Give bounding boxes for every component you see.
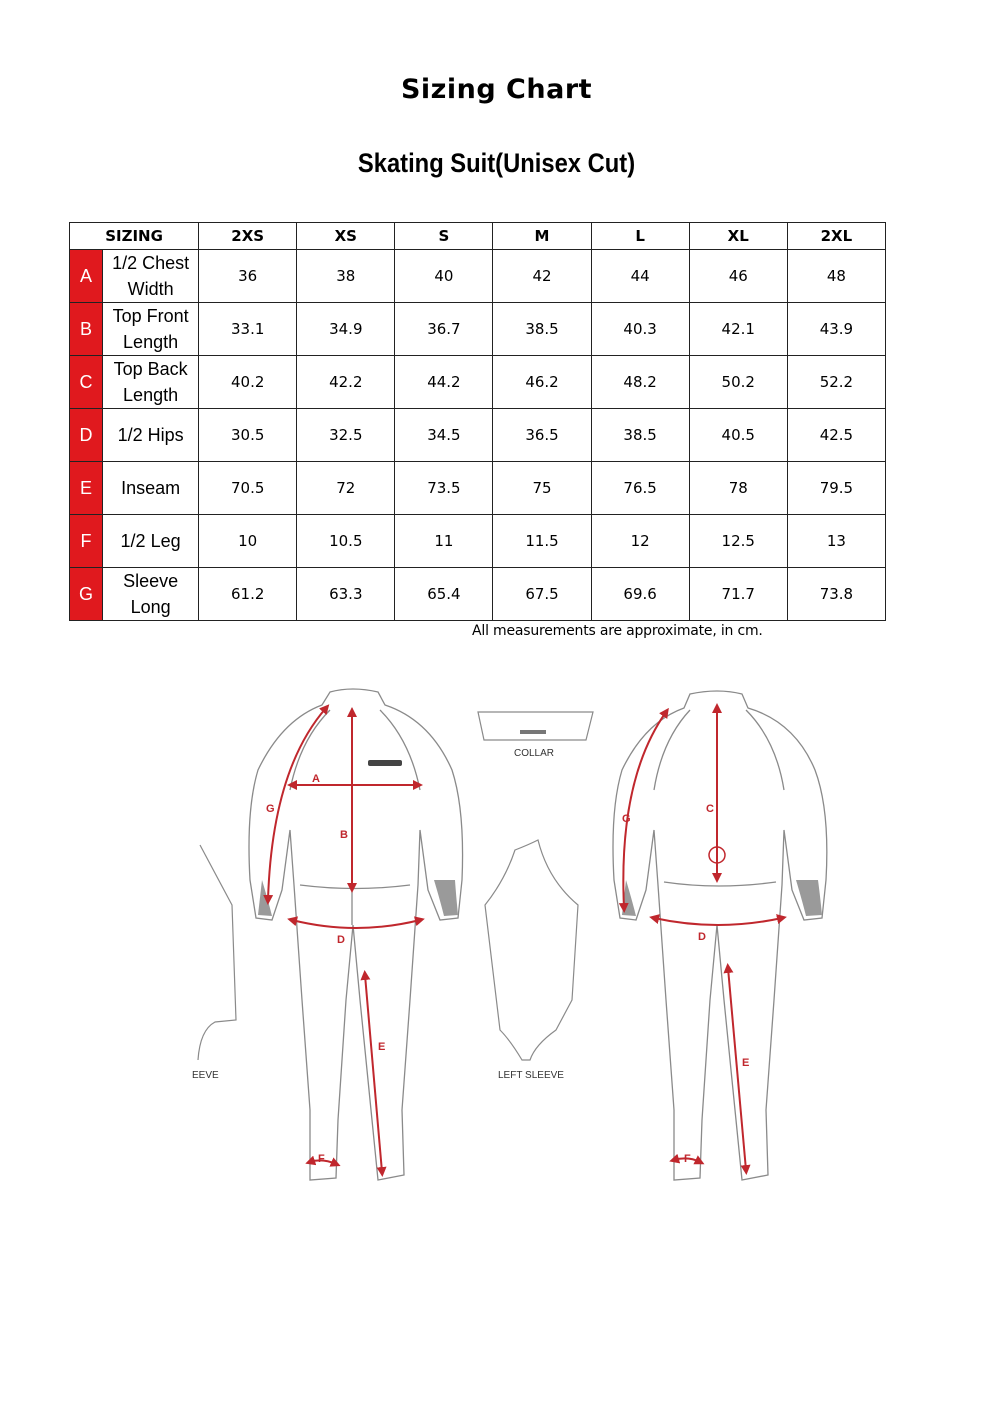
table-row (70, 462, 886, 515)
row-label-line1: Sleeve (123, 571, 179, 591)
measurement-note: All measurements are approximate, in cm. (472, 623, 763, 639)
table-row (70, 515, 886, 568)
row-letter-badge: B (70, 303, 103, 356)
table-header-size: 2XL (787, 223, 885, 250)
table-row (70, 568, 886, 621)
table-header-sizing: SIZING (70, 223, 199, 250)
row-label (103, 303, 199, 356)
suit-diagram (190, 680, 830, 1190)
page-subtitle: Skating Suit(Unisex Cut) (357, 148, 636, 178)
row-label (103, 462, 199, 515)
collar-logo (520, 730, 546, 734)
front-marker-labels (266, 773, 385, 1165)
right-sleeve-shape (198, 845, 236, 1060)
table-cell: 65.4 (395, 568, 493, 621)
row-letter-badge: F (70, 515, 103, 568)
row-label-line1: 1/2 Chest (112, 253, 190, 273)
row-letter-badge: D (70, 409, 103, 462)
row-label-line1: 1/2 Leg (120, 531, 181, 551)
table-cell: 61.2 (199, 568, 297, 621)
table-cell: 11.5 (493, 515, 591, 568)
table-cell: 38.5 (591, 409, 689, 462)
table-cell: 79.5 (787, 462, 885, 515)
table-header-row (70, 223, 886, 250)
row-label (103, 356, 199, 409)
table-row (70, 409, 886, 462)
marker-g: G (266, 803, 275, 815)
left-sleeve-shape (485, 840, 578, 1060)
table-cell: 12 (591, 515, 689, 568)
table-cell: 73.5 (395, 462, 493, 515)
table-cell: 43.9 (787, 303, 885, 356)
row-label-line1: Top Back (113, 359, 188, 379)
front-suit-outline (249, 689, 463, 1180)
chest-logo (368, 760, 402, 766)
marker-d: D (337, 934, 345, 946)
table-row (70, 303, 886, 356)
table-cell: 42.5 (787, 409, 885, 462)
sizing-table (69, 222, 886, 621)
collar-shape (478, 712, 593, 740)
table-cell: 42.2 (297, 356, 395, 409)
marker-e: E (742, 1057, 750, 1069)
table-cell: 42 (493, 250, 591, 303)
row-label-line2: Length (123, 332, 179, 352)
marker-b: B (340, 829, 348, 841)
table-cell: 30.5 (199, 409, 297, 462)
marker-d: D (698, 931, 706, 943)
table-cell: 40.2 (199, 356, 297, 409)
table-cell: 70.5 (199, 462, 297, 515)
table-cell: 12.5 (689, 515, 787, 568)
back-suit-outline (613, 691, 827, 1180)
table-cell: 76.5 (591, 462, 689, 515)
row-label-line1: 1/2 Hips (117, 425, 184, 445)
table-cell: 63.3 (297, 568, 395, 621)
row-label (103, 409, 199, 462)
right-sleeve-label: EEVE (192, 1070, 219, 1081)
marker-g: G (622, 813, 631, 825)
table-cell: 36.7 (395, 303, 493, 356)
table-cell: 44.2 (395, 356, 493, 409)
collar-label: COLLAR (514, 748, 555, 759)
table-cell: 13 (787, 515, 885, 568)
table-header-size: XS (297, 223, 395, 250)
left-sleeve-label: LEFT SLEEVE (498, 1070, 564, 1081)
table-row (70, 250, 886, 303)
table-cell: 73.8 (787, 568, 885, 621)
table-cell: 67.5 (493, 568, 591, 621)
table-cell: 71.7 (689, 568, 787, 621)
row-label-line1: Inseam (121, 478, 181, 498)
table-cell: 46 (689, 250, 787, 303)
row-label-line1: Top Front (112, 306, 189, 326)
table-cell: 32.5 (297, 409, 395, 462)
row-label (103, 568, 199, 621)
row-label-line2: Length (123, 385, 179, 405)
table-header-size: XL (689, 223, 787, 250)
row-label (103, 515, 199, 568)
table-header-size: L (591, 223, 689, 250)
marker-f: F (318, 1153, 325, 1165)
table-cell: 38.5 (493, 303, 591, 356)
table-cell: 40.5 (689, 409, 787, 462)
row-letter-badge: E (70, 462, 103, 515)
front-glove-left (258, 880, 272, 916)
table-cell: 40 (395, 250, 493, 303)
table-cell: 10.5 (297, 515, 395, 568)
table-header-size: 2XS (199, 223, 297, 250)
marker-a: A (312, 773, 320, 785)
table-cell: 33.1 (199, 303, 297, 356)
table-cell: 72 (297, 462, 395, 515)
table-cell: 42.1 (689, 303, 787, 356)
table-cell: 48 (787, 250, 885, 303)
front-glove-right (434, 880, 458, 916)
table-cell: 40.3 (591, 303, 689, 356)
page-title: Sizing Chart (400, 74, 593, 105)
row-letter-badge: A (70, 250, 103, 303)
table-cell: 36 (199, 250, 297, 303)
row-label (103, 250, 199, 303)
table-header-size: M (493, 223, 591, 250)
table-cell: 46.2 (493, 356, 591, 409)
marker-e: E (378, 1041, 386, 1053)
row-label-line2: Width (127, 279, 174, 299)
table-cell: 36.5 (493, 409, 591, 462)
table-cell: 78 (689, 462, 787, 515)
table-cell: 44 (591, 250, 689, 303)
table-cell: 52.2 (787, 356, 885, 409)
table-cell: 10 (199, 515, 297, 568)
marker-f: F (684, 1153, 691, 1165)
row-letter-badge: C (70, 356, 103, 409)
row-letter-badge: G (70, 568, 103, 621)
table-cell: 34.5 (395, 409, 493, 462)
table-cell: 38 (297, 250, 395, 303)
marker-c: C (706, 803, 714, 815)
table-row (70, 356, 886, 409)
table-cell: 69.6 (591, 568, 689, 621)
table-cell: 75 (493, 462, 591, 515)
table-cell: 11 (395, 515, 493, 568)
table-cell: 48.2 (591, 356, 689, 409)
row-label-line2: Long (130, 597, 171, 617)
table-header-size: S (395, 223, 493, 250)
table-cell: 34.9 (297, 303, 395, 356)
table-cell: 50.2 (689, 356, 787, 409)
